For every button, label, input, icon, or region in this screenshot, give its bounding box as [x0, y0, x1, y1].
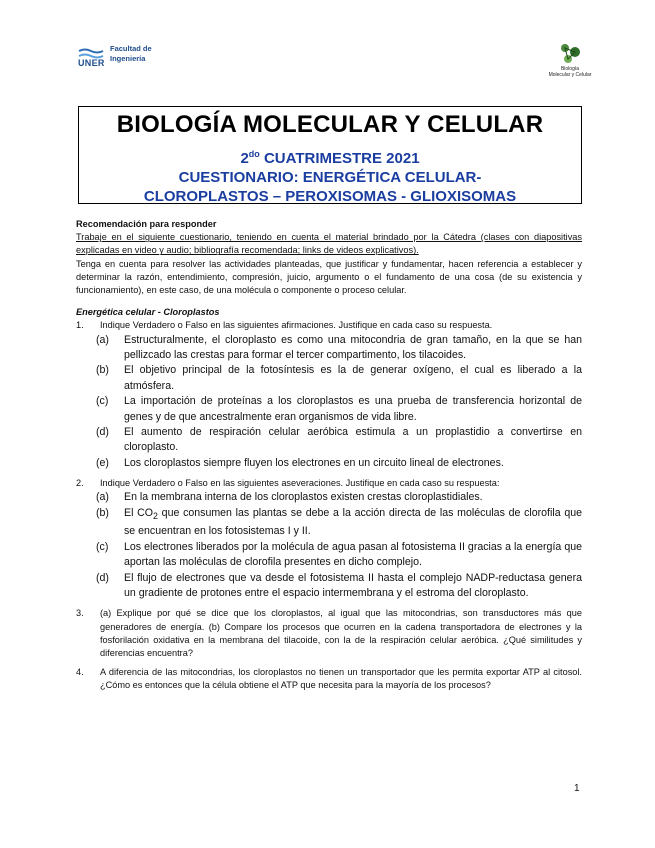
- item-text: El flujo de electrones que va desde el fotosistema II hasta el complejo NADP-reductasa genera un gradiente de protones entre el espacio intermembrana y el estroma del cloroplasto.: [124, 571, 582, 600]
- item-label: (e): [96, 456, 109, 469]
- item-text-pre: El CO: [124, 506, 154, 519]
- semester-number: 2: [240, 150, 249, 167]
- item-label: (c): [96, 395, 109, 408]
- questionnaire-title: CUESTIONARIO: ENERGÉTICA CELULAR-: [178, 169, 482, 186]
- list-item: [96, 425, 582, 456]
- question-number: 3.: [76, 608, 84, 619]
- list-item: [96, 363, 582, 394]
- list-item: [96, 333, 582, 364]
- list-item: [96, 506, 582, 540]
- course-logo: [540, 42, 600, 86]
- item-text: La importación de proteínas a los cloroplastos es una prueba de transferencia horizontal de genes y de que ancestralmente eran organismos de vida libre.: [124, 395, 582, 423]
- question-1: [76, 319, 582, 332]
- question-3: [76, 607, 582, 660]
- list-item: [96, 490, 582, 505]
- page-title: BIOLOGÍA MOLECULAR Y CELULAR: [116, 111, 544, 138]
- section-title: Energética celular - Cloroplastos: [76, 307, 220, 318]
- question-text: Indique Verdadero o Falso en las siguientes aseveraciones. Justifique en cada caso su respuesta:: [100, 478, 500, 489]
- faculty-line1: Facultad de: [110, 44, 152, 53]
- item-label: (b): [96, 506, 109, 519]
- recommendation-heading: Recomendación para responder: [76, 219, 217, 229]
- list-item: [96, 456, 582, 471]
- faculty-line2: Ingeniería: [110, 54, 146, 63]
- item-label: (a): [96, 491, 109, 504]
- page-number: 1: [574, 783, 580, 794]
- list-item: [96, 394, 582, 425]
- recommendation-body: Tenga en cuenta para resolver las actividades planteadas, que justificar y fundamentar, hacen referencia a establecer y determinar la razón, entendimiento, compresión, juicio, argumento o el fundamento de una cosa (de su existencia y funcionamiento), en este caso, de una molécula o componente o proceso celular.: [76, 258, 582, 296]
- item-text: Estructuralmente, el cloroplasto es como una mitocondria de gran tamaño, en la que se han pellizcado las crestas para formar el tercer compartimento, los tilacoides.: [124, 333, 582, 362]
- question-number: 2.: [76, 478, 84, 489]
- item-text: El objetivo principal de la fotosíntesis es la de generar oxígeno, el cual es liberado a la atmósfera.: [124, 364, 582, 392]
- list-item: [96, 540, 582, 571]
- item-text-subscript: 2: [153, 511, 158, 521]
- list-item: [96, 571, 582, 602]
- course-logo-caption1: Biología: [560, 66, 580, 72]
- item-text: que consumen las plantas se debe a la acción directa de las moléculas de clorofila que se encuentran en los fotosistemas I y II.: [124, 506, 582, 538]
- molecule-icon: [557, 42, 583, 66]
- faculty-logo: [78, 42, 168, 72]
- question-2-items: [96, 490, 582, 601]
- question-number: 1.: [76, 320, 84, 331]
- question-number: 4.: [76, 667, 84, 678]
- questionnaire-topics: CLOROPLASTOS – PEROXISOMAS - GLIOXISOMAS: [143, 188, 517, 205]
- item-label: (b): [96, 364, 109, 377]
- semester-text: CUATRIMESTRE 2021: [259, 150, 420, 167]
- question-4: [76, 666, 582, 692]
- question-1-items: [96, 333, 582, 472]
- item-text: En la membrana interna de los cloroplastos existen crestas cloroplastidiales.: [124, 491, 483, 504]
- course-logo-caption2: Molecular y Celular: [548, 72, 592, 78]
- question-text: A diferencia de las mitocondrias, los cloroplastos no tienen un transportador que les permita exportar ATP al citosol. ¿Cómo es entonces que la célula obtiene el ATP que necesita para la mayoría de los procesos?: [100, 667, 582, 691]
- item-label: (a): [96, 333, 109, 346]
- question-text: Indique Verdadero o Falso en las siguientes afirmaciones. Justifique en cada caso su respuesta.: [100, 320, 493, 331]
- item-text: Los electrones liberados por la molécula de agua pasan al fotosistema II gracias a la energía que aportan las moléculas de clorofila presentes en dicho complejo.: [124, 540, 582, 569]
- item-text: El aumento de respiración celular aeróbica estimula a un proplastidio a convertirse en cloroplasto.: [124, 426, 582, 454]
- semester-ordinal: do: [248, 149, 260, 159]
- title-box: [78, 106, 582, 204]
- item-label: (d): [96, 426, 109, 439]
- uner-label: UNER: [78, 58, 105, 68]
- question-2: [76, 477, 582, 490]
- item-text: Los cloroplastos siempre fluyen los electrones en un circuito lineal de electrones.: [124, 456, 504, 469]
- question-text: (a) Explique por qué se dice que los cloroplastos, al igual que las mitocondrias, son transductores más que generadores de energía. (b) Compare los procesos que ocurren en la cadena transportadora de electrones y la fosforilación oxidativa en la membrana del tilacoide, con la de la respiración celular aeróbica. ¿Qué similitudes y diferencias encuentra?: [100, 608, 582, 659]
- item-label: (c): [96, 540, 109, 553]
- recommendation-underlined: Trabaje en el siguiente cuestionario, teniendo en cuenta el material brindado por la Cátedra (clases con diapositivas explicadas en video y audio; bibliografía recomendada; links de videos explicativos).: [76, 232, 582, 256]
- semester-line: [79, 145, 581, 168]
- item-label: (d): [96, 571, 109, 584]
- document-body: [76, 218, 582, 693]
